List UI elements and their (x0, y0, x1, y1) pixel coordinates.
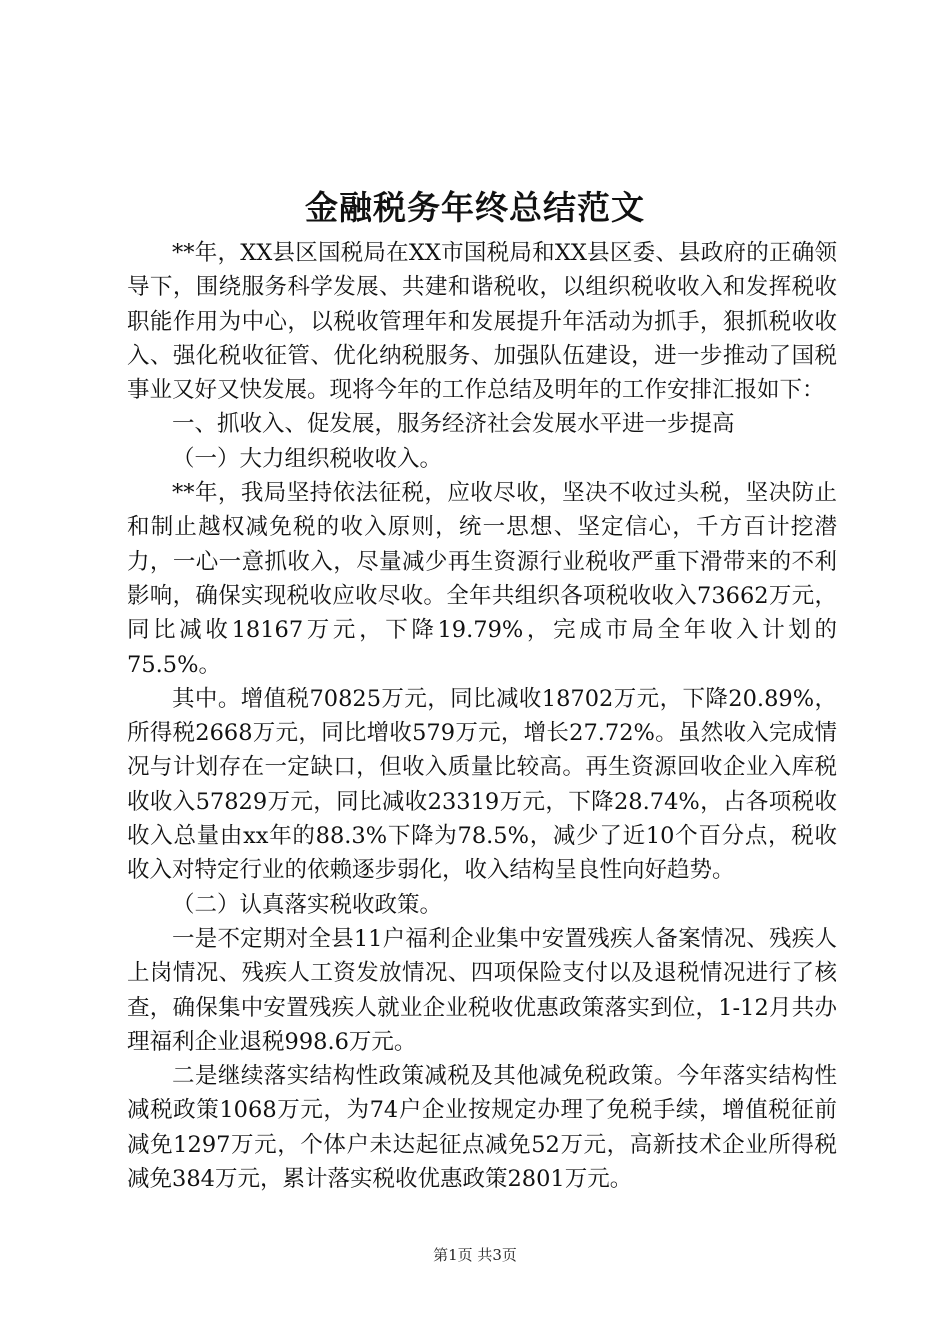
subsection-heading-1: （一）大力组织税收收入。 (172, 445, 443, 472)
document-body (127, 236, 837, 1196)
document-title: 金融税务年终总结范文 (305, 188, 645, 227)
paragraph-revenue-detail: 其中。增值税70825万元，同比减收18702万元，下降20.89%，所得税2668万元，同比增收579万元，增长27.72%。虽然收入完成情况与计划存在一定缺口，但收入质量比较高。再生资源回收企业入库税收收入57829万元，同比减收23319万元，下降28.74%，占各项税收收入总量由xx年的88.3%下降为78.5%，减少了近10个百分点，税收收入对特定行业的依赖逐步弱化，收入结构呈良性向好趋势。 (127, 685, 837, 884)
paragraph-policy-1: 一是不定期对全县11户福利企业集中安置残疾人备案情况、残疾人上岗情况、残疾人工资发放情况、四项保险支付以及退税情况进行了核查，确保集中安置残疾人就业企业税收优惠政策落实到位，1-12月共办理福利企业退税998.6万元。 (127, 925, 837, 1055)
page-number-footer: 第1页 共3页 (433, 1246, 517, 1264)
subsection-heading-2: （二）认真落实税收政策。 (172, 891, 443, 918)
paragraph-revenue: **年，我局坚持依法征税，应收尽收，坚决不收过头税，坚决防止和制止越权减免税的收入原则，统一思想、坚定信心，千方百计挖潜力，一心一意抓收入，尽量减少再生资源行业税收严重下滑带来的不利影响，确保实现税收应收尽收。全年共组织各项税收收入73662万元，同比减收18167万元，下降19.79%，完成市局全年收入计划的75.5%。 (127, 480, 837, 678)
section-heading-1: 一、抓收入、促发展，服务经济社会发展水平进一步提高 (172, 411, 735, 438)
paragraph-intro: **年，XX县区国税局在XX市国税局和XX县区委、县政府的正确领导下，围绕服务科学发展、共建和谐税收，以组织税收收入和发挥税收职能作用为中心，以税收管理年和发展提升年活动为抓手，狠抓税收收入、强化税收征管、优化纳税服务、加强队伍建设，进一步推动了国税事业又好又快发展。现将今年的工作总结及明年的工作安排汇报如下： (127, 240, 837, 404)
paragraph-policy-2: 二是继续落实结构性政策减税及其他减免税政策。今年落实结构性减税政策1068万元，为74户企业按规定办理了免税手续，增值税征前减免1297万元，个体户未达起征点减免52万元，高新技术企业所得税减免384万元，累计落实税收优惠政策2801万元。 (127, 1063, 837, 1193)
